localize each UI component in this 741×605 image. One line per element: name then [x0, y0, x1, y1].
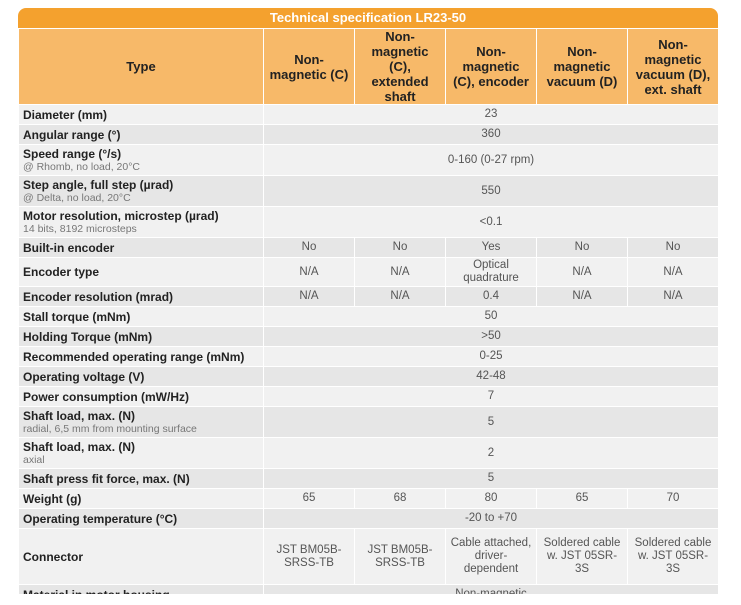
row-label [19, 238, 264, 258]
table-row [19, 145, 719, 176]
row-label-text: Motor resolution, microstep (µrad) [23, 209, 219, 223]
row-label [19, 529, 264, 585]
value-cell: 70 [628, 489, 719, 509]
row-label [19, 105, 264, 125]
value-cell: 65 [264, 489, 355, 509]
value-cell: 0.4 [446, 287, 537, 307]
value-cell-merged: >50 [264, 327, 719, 347]
row-label-text: Shaft press fit force, max. (N) [23, 471, 190, 486]
value-cell: Soldered cable w. JST 05SR-3S [537, 529, 628, 585]
row-label [19, 407, 264, 438]
row-label [19, 347, 264, 367]
spec-table-container [18, 8, 718, 605]
header-type: Type [19, 29, 264, 105]
row-label [19, 367, 264, 387]
table-row [19, 509, 719, 529]
spec-table [18, 28, 719, 605]
table-row [19, 238, 719, 258]
value-cell-merged: 5 [264, 407, 719, 438]
row-label [19, 258, 264, 287]
value-cell: N/A [355, 258, 446, 287]
value-cell: No [537, 238, 628, 258]
table-row [19, 258, 719, 287]
value-cell: N/A [264, 258, 355, 287]
value-cell: Optical quadrature [446, 258, 537, 287]
value-cell: N/A [628, 258, 719, 287]
value-cell-merged: 0-25 [264, 347, 719, 367]
value-cell-merged: 360 [264, 125, 719, 145]
row-label-text: Built-in encoder [23, 240, 115, 255]
row-label-text: Encoder type [23, 265, 100, 279]
row-label-text: Angular range (°) [23, 127, 121, 142]
row-label-text: Recommended operating range (mNm) [23, 349, 245, 364]
row-label [19, 207, 264, 238]
row-label [19, 307, 264, 327]
row-label-text: Speed range (°/s) [23, 147, 122, 161]
row-label [19, 145, 264, 176]
value-cell-merged: 0-160 (0-27 rpm) [264, 145, 719, 176]
value-cell: JST BM05B-SRSS-TB [355, 529, 446, 585]
header-col-2: Non-magnetic (C), extended shaft [355, 29, 446, 105]
row-label [19, 125, 264, 145]
row-label [19, 287, 264, 307]
value-cell-merged: 23 [264, 105, 719, 125]
value-cell: JST BM05B-SRSS-TB [264, 529, 355, 585]
value-cell-merged: 5 [264, 469, 719, 489]
table-row [19, 387, 719, 407]
row-label [19, 509, 264, 529]
value-cell-merged: 2 [264, 438, 719, 469]
value-cell: N/A [537, 287, 628, 307]
row-label-text: Shaft load, max. (N) [23, 409, 136, 423]
row-label-text: Diameter (mm) [23, 107, 108, 122]
table-row [19, 469, 719, 489]
row-label-text: Encoder resolution (mrad) [23, 289, 174, 304]
row-label-note: @ Rhomb, no load, 20°C [23, 161, 141, 173]
table-title: Technical specification LR23-50 [18, 8, 718, 28]
value-cell: 68 [355, 489, 446, 509]
table-row [19, 489, 719, 509]
header-row [19, 29, 719, 105]
header-col-4: Non-magnetic vacuum (D) [537, 29, 628, 105]
row-label [19, 438, 264, 469]
table-row [19, 327, 719, 347]
value-cell: 80 [446, 489, 537, 509]
value-cell-merged: 550 [264, 176, 719, 207]
value-cell: Cable attached, driver-dependent [446, 529, 537, 585]
row-label-note: axial [23, 454, 45, 466]
table-row [19, 207, 719, 238]
value-cell-merged: 50 [264, 307, 719, 327]
row-label-note: radial, 6,5 mm from mounting surface [23, 423, 197, 435]
table-row [19, 176, 719, 207]
table-row [19, 367, 719, 387]
row-label-text: Shaft load, max. (N) [23, 440, 136, 454]
header-col-5: Non-magnetic vacuum (D), ext. shaft [628, 29, 719, 105]
value-cell: N/A [355, 287, 446, 307]
page-footer [0, 594, 741, 604]
table-row [19, 438, 719, 469]
table-row [19, 287, 719, 307]
row-label-note: 14 bits, 8192 microsteps [23, 223, 137, 235]
row-label-note: @ Delta, no load, 20°C [23, 192, 131, 204]
value-cell: N/A [537, 258, 628, 287]
row-label-text: Stall torque (mNm) [23, 309, 131, 324]
value-cell-merged: -20 to +70 [264, 509, 719, 529]
row-label [19, 387, 264, 407]
value-cell: No [628, 238, 719, 258]
table-row [19, 125, 719, 145]
value-cell-merged: 7 [264, 387, 719, 407]
table-row [19, 347, 719, 367]
row-label [19, 327, 264, 347]
row-label-text: Holding Torque (mNm) [23, 329, 153, 344]
row-label-text: Power consumption (mW/Hz) [23, 389, 189, 404]
header-col-3: Non-magnetic (C), encoder [446, 29, 537, 105]
row-label-text: Operating voltage (V) [23, 369, 145, 384]
row-label-text: Step angle, full step (µrad) [23, 178, 174, 192]
header-col-1: Non-magnetic (C) [264, 29, 355, 105]
table-row [19, 529, 719, 585]
value-cell: No [264, 238, 355, 258]
table-row [19, 307, 719, 327]
value-cell: N/A [628, 287, 719, 307]
value-cell-merged: 42-48 [264, 367, 719, 387]
row-label-text: Operating temperature (°C) [23, 511, 178, 526]
value-cell: No [355, 238, 446, 258]
row-label-text: Connector [23, 549, 83, 564]
row-label [19, 176, 264, 207]
row-label-text: Weight (g) [23, 491, 82, 506]
row-label [19, 489, 264, 509]
table-row [19, 105, 719, 125]
value-cell: N/A [264, 287, 355, 307]
value-cell: Soldered cable w. JST 05SR-3S [628, 529, 719, 585]
value-cell: 65 [537, 489, 628, 509]
value-cell-merged: <0.1 [264, 207, 719, 238]
value-cell: Yes [446, 238, 537, 258]
table-row [19, 407, 719, 438]
row-label [19, 469, 264, 489]
